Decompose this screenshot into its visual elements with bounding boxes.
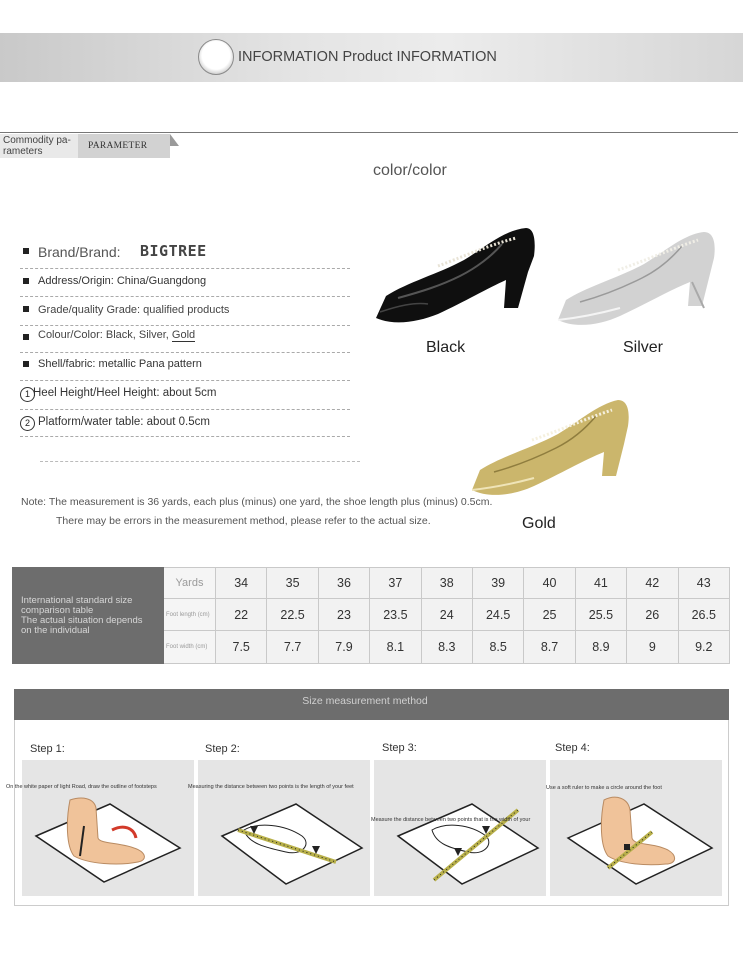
row-label-foot-width: Foot width (cm): [164, 631, 216, 664]
width-cell: 8.5: [472, 631, 523, 664]
param-tag-label: PARAMETER: [88, 141, 148, 151]
step-4-label: Step 4:: [555, 742, 590, 754]
spec-address: [20, 272, 350, 297]
width-cell: 8.9: [575, 631, 626, 664]
length-cell: 23.5: [370, 599, 421, 631]
row-label-foot-length: Foot length (cm): [164, 599, 216, 631]
length-cell: 24.5: [472, 599, 523, 631]
number-one-icon: 1: [20, 387, 35, 402]
length-cell: 26: [627, 599, 678, 631]
grade-text: Grade/quality Grade: qualified products: [38, 304, 230, 316]
brand-label: Brand/Brand:: [38, 244, 121, 260]
width-cell: 8.3: [421, 631, 472, 664]
width-cell: 9.2: [678, 631, 729, 664]
colour-text: Colour/Color: Black, Silver,: [38, 329, 172, 341]
tag-corner: [170, 134, 179, 146]
divider: [0, 132, 738, 133]
width-cell: 7.9: [318, 631, 369, 664]
address-text: Address/Origin: China/Guangdong: [38, 275, 207, 287]
param-left-label: Commodity pa-rameters: [3, 135, 71, 157]
spec-colour: [20, 328, 350, 353]
brand-value: BIGTREE: [140, 242, 207, 260]
yard-cell: 35: [267, 568, 318, 599]
step-1-label: Step 1:: [30, 743, 65, 755]
shoe-label-black: Black: [426, 339, 466, 356]
number-two-icon: 2: [20, 416, 35, 431]
banner-title: INFORMATION Product INFORMATION: [238, 49, 497, 65]
width-cell: 7.5: [216, 631, 267, 664]
method-title: Size measurement method: [302, 695, 428, 707]
yard-cell: 40: [524, 568, 575, 599]
step-1-illustration: [22, 760, 194, 896]
circle-icon: [198, 39, 234, 75]
bullet-icon: [23, 306, 29, 312]
length-cell: 25: [524, 599, 575, 631]
shell-text: Shell/fabric: metallic Pana pattern: [38, 358, 202, 370]
step-4-panel: [550, 760, 722, 896]
width-cell: 8.7: [524, 631, 575, 664]
yard-cell: 39: [472, 568, 523, 599]
step-2-label: Step 2:: [205, 743, 240, 755]
length-cell: 25.5: [575, 599, 626, 631]
colour-gold: Gold: [171, 329, 196, 341]
dashed-divider: [40, 460, 360, 462]
note-line-2: There may be errors in the measurement method, please refer to the actual size.: [56, 515, 431, 527]
shoe-label-silver: Silver: [623, 339, 664, 356]
step-3-caption: Measure the distance between two points that is the width of your: [371, 817, 531, 823]
size-table: [12, 567, 730, 664]
spec-grade: [20, 300, 350, 326]
yard-cell: 38: [421, 568, 472, 599]
step-3-illustration: [374, 760, 546, 896]
black-shoe-image: [368, 222, 538, 330]
size-table-header-line-2: The actual situation depends on the individual: [21, 614, 143, 636]
size-table-header: [13, 568, 164, 664]
silver-shoe-image: [552, 222, 720, 330]
bullet-icon: [23, 361, 29, 367]
row-label-yards: Yards: [164, 568, 216, 599]
yard-cell: 41: [575, 568, 626, 599]
length-cell: 24: [421, 599, 472, 631]
yard-cell: 34: [216, 568, 267, 599]
step-2-panel: [198, 760, 370, 896]
width-cell: 9: [627, 631, 678, 664]
note-line-1: Note: The measurement is 36 yards, each plus (minus) one yard, the shoe length plus (minus) 0.5cm.: [21, 496, 493, 508]
yard-cell: 42: [627, 568, 678, 599]
step-2-illustration: [198, 760, 370, 896]
gold-shoe-image: [468, 392, 634, 500]
yard-cell: 37: [370, 568, 421, 599]
step-3-panel: [374, 760, 546, 896]
length-cell: 23: [318, 599, 369, 631]
color-title: color/color: [373, 162, 447, 179]
bullet-icon: [23, 278, 29, 284]
heel-text: Heel Height/Heel Height: about 5cm: [33, 387, 217, 399]
width-cell: 8.1: [370, 631, 421, 664]
step-1-caption: On the white paper of light Road, draw the outline of footsteps: [6, 784, 157, 790]
platform-text: Platform/water table: about 0.5cm: [38, 416, 210, 428]
step-4-illustration: [550, 760, 722, 896]
length-cell: 26.5: [678, 599, 729, 631]
shoe-label-gold: Gold: [522, 515, 556, 532]
spec-platform: [20, 415, 350, 437]
spec-shell: [20, 355, 350, 381]
spec-heel: [20, 386, 350, 410]
size-table-header-line-1: International standard size comparison table: [21, 594, 133, 616]
length-cell: 22.5: [267, 599, 318, 631]
yard-cell: 43: [678, 568, 729, 599]
bullet-icon: [23, 248, 29, 254]
step-2-caption: Measuring the distance between two points is the length of your feet: [188, 784, 354, 790]
step-4-caption: Use a soft ruler to make a circle around the foot: [546, 785, 662, 791]
step-3-label: Step 3:: [382, 742, 417, 754]
bullet-icon: [23, 334, 29, 340]
step-1-panel: [22, 760, 194, 896]
length-cell: 22: [216, 599, 267, 631]
yard-cell: 36: [318, 568, 369, 599]
width-cell: 7.7: [267, 631, 318, 664]
